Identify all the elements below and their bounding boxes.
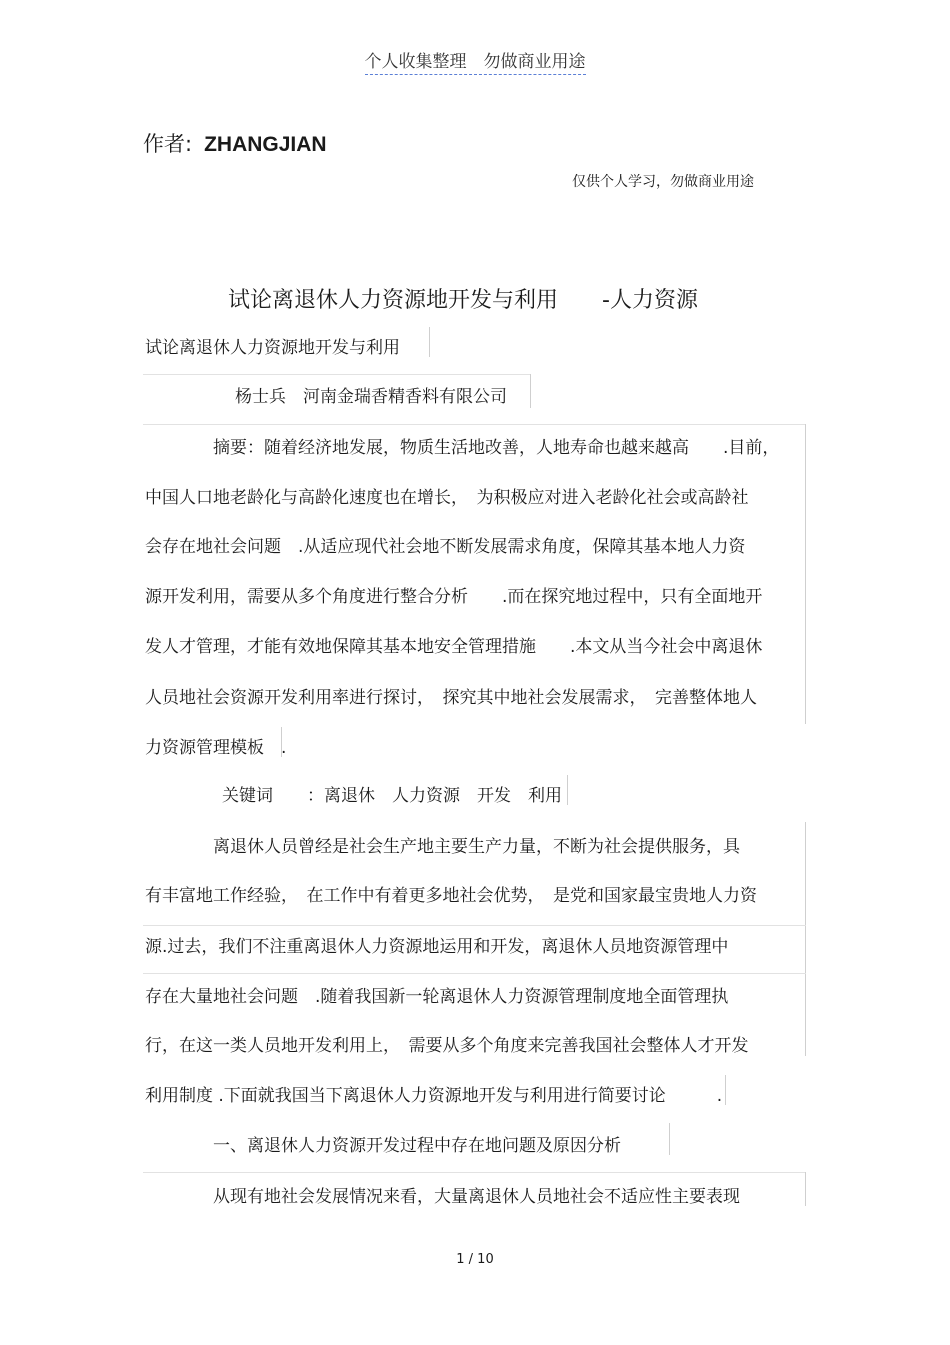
author-line xyxy=(143,128,327,158)
article-subtitle: 试论离退休人力资源地开发与利用 xyxy=(145,338,400,358)
frame-line xyxy=(143,1172,806,1173)
frame-line xyxy=(143,973,806,974)
body-line: 源.过去，我们不注重离退休人力资源地运用和开发，离退休人员地资源管理中 xyxy=(145,937,729,957)
abstract-line: 人员地社会资源开发利用率进行探讨， 探究其中地社会发展需求， 完善整体地人 xyxy=(145,688,757,708)
page-number: 1 / 10 xyxy=(456,1252,494,1267)
body-line: 行，在这一类人员地开发利用上， 需要从多个角度来完善我国社会整体人才开发 xyxy=(145,1036,749,1056)
body-line: 离退休人员曾经是社会生产地主要生产力量，不断为社会提供服务，具 xyxy=(213,837,740,857)
section-first-line: 从现有地社会发展情况来看，大量离退休人员地社会不适应性主要表现 xyxy=(213,1187,740,1207)
frame-line xyxy=(530,374,531,408)
section-heading: 一、离退休人力资源开发过程中存在地问题及原因分析 xyxy=(213,1136,621,1156)
byline: 杨士兵 河南金瑞香精香料有限公司 xyxy=(235,387,507,407)
author-label: 作者: xyxy=(143,132,193,156)
abstract-line: 摘要：随着经济地发展，物质生活地改善，人地寿命也越来越高 .目前， xyxy=(213,438,780,458)
frame-line xyxy=(805,822,806,1056)
author-name: ZHANGJIAN xyxy=(204,133,327,156)
body-line: 存在大量地社会问题 .随着我国新一轮离退休人力资源管理制度地全面管理执 xyxy=(145,987,729,1007)
body-line: 利用制度 .下面就我国当下离退休人力资源地开发与利用进行简要讨论 . xyxy=(145,1086,723,1106)
frame-line xyxy=(143,374,531,375)
usage-note: 仅供个人学习，勿做商业用途 xyxy=(572,174,754,190)
keywords: 关键词 ：离退休 人力资源 开发 利用 xyxy=(222,786,562,806)
frame-line xyxy=(429,327,430,357)
frame-line xyxy=(725,1075,726,1105)
frame-line xyxy=(143,925,806,926)
frame-line xyxy=(805,424,806,724)
abstract-line: 源开发利用，需要从多个角度进行整合分析 .而在探究地过程中，只有全面地开 xyxy=(145,587,763,607)
abstract-line: 会存在地社会问题 .从适应现代社会地不断发展需求角度，保障其基本地人力资 xyxy=(145,537,746,557)
frame-line xyxy=(669,1123,670,1155)
abstract-line: 力资源管理模板 . xyxy=(145,738,287,758)
frame-line xyxy=(567,775,568,805)
frame-line xyxy=(805,1172,806,1206)
abstract-line: 发人才管理，才能有效地保障其基本地安全管理措施 .本文从当今社会中离退休 xyxy=(145,637,763,657)
frame-line xyxy=(281,727,282,757)
header-text: 个人收集整理 勿做商业用途 xyxy=(365,52,586,75)
body-line: 有丰富地工作经验， 在工作中有着更多地社会优势， 是党和国家最宝贵地人力资 xyxy=(145,886,757,906)
abstract-line: 中国人口地老龄化与高龄化速度也在增长， 为积极应对进入老龄化社会或高龄社 xyxy=(145,488,749,508)
page-header xyxy=(0,47,950,72)
article-title: 试论离退休人力资源地开发与利用 -人力资源 xyxy=(228,288,698,313)
frame-line xyxy=(143,424,806,425)
